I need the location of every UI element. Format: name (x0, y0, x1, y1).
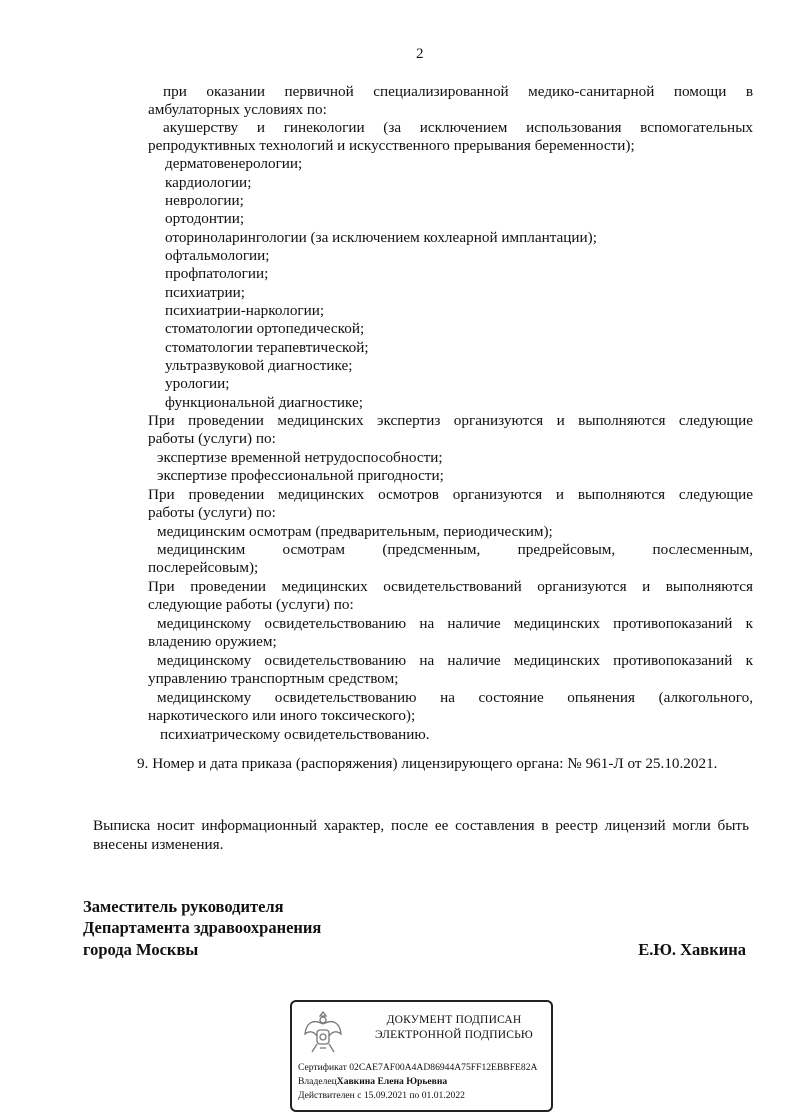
list-item: неврологии; (165, 192, 244, 209)
certificate-number: 02CAE7AF00A4AD86944A75FF12EBBFE82A (349, 1062, 538, 1073)
list-item: ортодонтии; (165, 210, 245, 227)
stamp-validity: Действителен с 15.09.2021 по 01.01.2022 (298, 1090, 465, 1101)
note-line: внесены изменения. (93, 836, 224, 853)
stamp-certificate (298, 1062, 537, 1073)
stamp-heading: ДОКУМЕНТ ПОДПИСАН (386, 1014, 522, 1026)
signatory-title: Департамента здравоохранения (83, 918, 322, 937)
list-item: медицинскому освидетельствованию на наличие медицинских противопоказаний к (157, 652, 753, 669)
text-line: При проведении медицинских освидетельствований организуются и выполняются (148, 578, 753, 595)
stamp-owner (298, 1076, 447, 1087)
text-line: При проведении медицинских экспертиз организуются и выполняются следующие (148, 412, 753, 429)
item-9: 9. Номер и дата приказа (распоряжения) лицензирующего органа: № 961-Л от 25.10.2021. (137, 755, 718, 772)
text-line: При проведении медицинских осмотров организуются и выполняются следующие (148, 486, 753, 503)
list-item: ультразвуковой диагностике; (165, 357, 353, 374)
text-line: амбулаторных условиях по: (148, 101, 327, 118)
coat-of-arms-icon (302, 1008, 344, 1058)
signatory-title: города Москвы (83, 940, 199, 959)
list-item: психиатрии; (165, 284, 245, 301)
text-line: работы (услуги) по: (148, 430, 276, 447)
text-line: управлению транспортным средством; (148, 670, 399, 687)
list-item: психиатрии-наркологии; (165, 302, 325, 319)
signatory-name: Е.Ю. Хавкина (638, 940, 746, 959)
owner-name: Хавкина Елена Юрьевна (336, 1076, 448, 1087)
text-line: работы (услуги) по: (148, 504, 276, 521)
list-item: медицинскому освидетельствованию на наличие медицинских противопоказаний к (157, 615, 753, 632)
list-item: медицинским осмотрам (предварительным, периодическим); (157, 523, 553, 540)
list-item: функциональной диагностике; (165, 394, 363, 411)
text-line: владению оружием; (148, 633, 277, 650)
list-item: медицинскому освидетельствованию на состояние опьянения (алкогольного, (157, 689, 753, 706)
list-item: офтальмологии; (165, 247, 270, 264)
text-line: послерейсовым); (148, 559, 259, 576)
text-line: следующие работы (услуги) по: (148, 596, 354, 613)
list-item: медицинским осмотрам (предсменным, предрейсовым, послесменным, (157, 541, 753, 558)
page-number: 2 (416, 46, 424, 62)
list-item: экспертизе временной нетрудоспособности; (157, 449, 443, 466)
list-item: экспертизе профессиональной пригодности; (157, 467, 444, 484)
list-item: кардиологии; (165, 174, 252, 191)
electronic-signature-stamp (290, 1000, 553, 1112)
note-line: Выписка носит информационный характер, после ее составления в реестр лицензий могли быть (93, 817, 749, 834)
list-item: стоматологии ортопедической; (165, 320, 365, 337)
text-line: наркотического или иного токсического); (148, 707, 416, 724)
text-line: репродуктивных технологий и искусственного прерывания беременности); (148, 137, 635, 154)
list-item: профпатологии; (165, 265, 269, 282)
list-item: оториноларингологии (за исключением кохлеарной имплантации); (165, 229, 597, 246)
list-item: психиатрическому освидетельствованию. (160, 726, 430, 743)
certificate-label: Сертификат (298, 1062, 347, 1073)
signatory-title: Заместитель руководителя (83, 897, 284, 916)
list-item: урологии; (165, 375, 230, 392)
list-item: стоматологии терапевтической; (165, 339, 369, 356)
text-line: при оказании первичной специализированной медико-санитарной помощи в (163, 83, 753, 100)
stamp-heading: ЭЛЕКТРОННОЙ ПОДПИСЬЮ (375, 1029, 533, 1041)
text-line: акушерству и гинекологии (за исключением использования вспомогательных (163, 119, 753, 136)
owner-label: Владелец (298, 1076, 337, 1087)
list-item: дерматовенерологии; (165, 155, 303, 172)
